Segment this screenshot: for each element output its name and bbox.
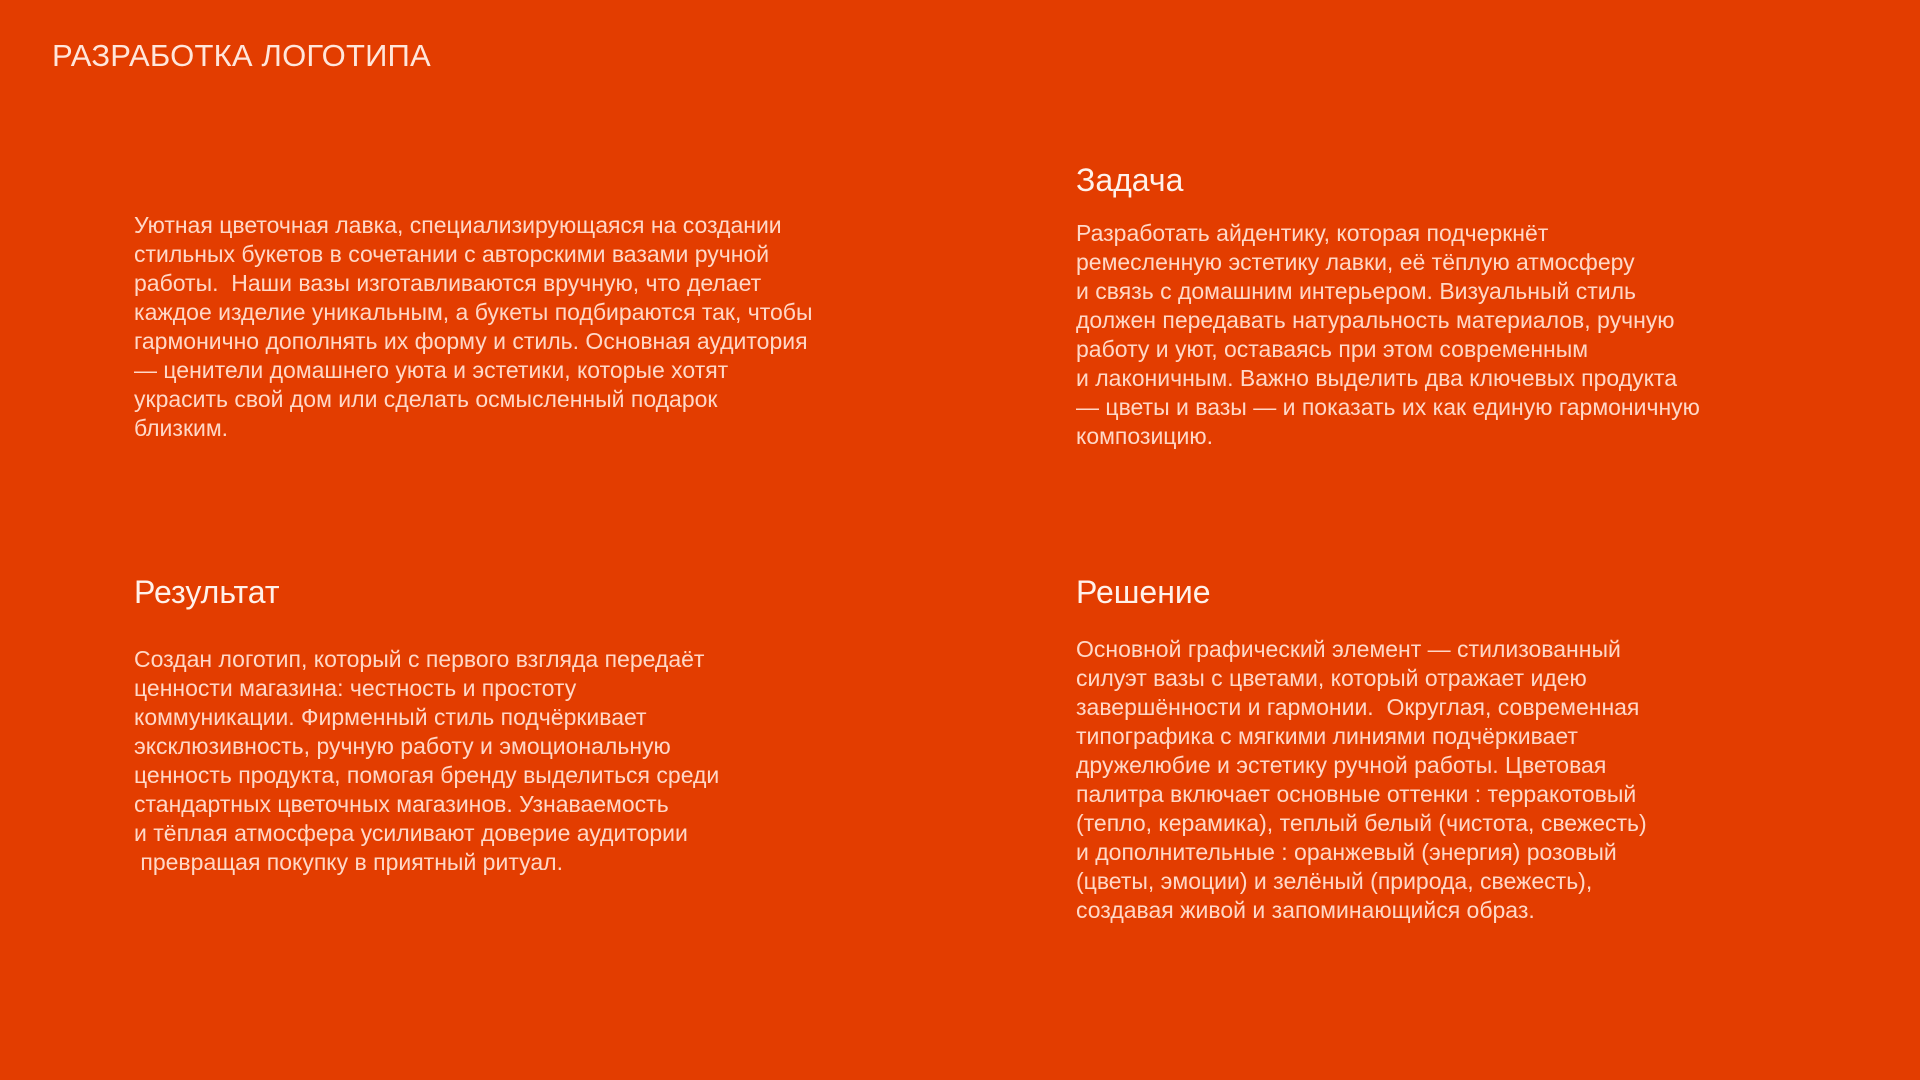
task-line: ремесленную эстетику лавки, её тёплую атмосферу <box>1076 249 1635 275</box>
result-line: стандартных цветочных магазинов. Узнаваемость <box>134 791 669 817</box>
solution-line: создавая живой и запоминающийся образ. <box>1076 897 1535 923</box>
solution-text <box>1076 635 1876 925</box>
intro-line: близким. <box>134 415 229 441</box>
task-heading: Задача <box>1076 162 1184 198</box>
intro-text <box>134 211 934 443</box>
intro-section <box>134 211 934 443</box>
solution-section <box>1076 574 1876 925</box>
task-line: работу и уют, оставаясь при этом современным <box>1076 336 1589 362</box>
intro-line: — ценители домашнего уюта и эстетики, которые хотят <box>134 357 729 383</box>
intro-line: Уютная цветочная лавка, специализирующаяся на создании <box>134 212 782 238</box>
result-line: и тёплая атмосфера усиливают доверие аудитории <box>134 820 688 846</box>
intro-line: гармонично дополнять их форму и стиль. Основная аудитория <box>134 328 808 354</box>
task-line: должен передавать натуральность материалов, ручную <box>1076 307 1675 333</box>
result-section <box>134 574 934 877</box>
task-line: — цветы и вазы — и показать их как единую гармоничную <box>1076 394 1700 420</box>
task-line: Разработать айдентику, которая подчеркнёт <box>1076 220 1549 246</box>
solution-line: и дополнительные : оранжевый (энергия) розовый <box>1076 839 1617 865</box>
intro-line: работы. Наши вазы изготавливаются вручную, что делает <box>134 270 762 296</box>
intro-line: стильных букетов в сочетании с авторскими вазами ручной <box>134 241 770 267</box>
result-line: превращая покупку в приятный ритуал. <box>134 849 563 875</box>
result-heading: Результат <box>134 574 280 610</box>
task-text <box>1076 219 1876 451</box>
intro-line: каждое изделие уникальным, а букеты подбираются так, чтобы <box>134 299 813 325</box>
result-line: Создан логотип, который с первого взгляда передаёт <box>134 646 705 672</box>
page-title: РАЗРАБОТКА ЛОГОТИПА <box>52 38 431 73</box>
solution-line: силуэт вазы с цветами, который отражает идею <box>1076 665 1587 691</box>
task-section <box>1076 162 1876 451</box>
solution-line: Основной графический элемент — стилизованный <box>1076 636 1621 662</box>
solution-heading: Решение <box>1076 574 1211 610</box>
result-text <box>134 645 934 877</box>
solution-line: типографика с мягкими линиями подчёркивает <box>1076 723 1578 749</box>
solution-line: палитра включает основные оттенки : терракотовый <box>1076 781 1637 807</box>
task-line: и лаконичным. Важно выделить два ключевых продукта <box>1076 365 1677 391</box>
result-line: эксклюзивность, ручную работу и эмоциональную <box>134 733 671 759</box>
intro-line: украсить свой дом или сделать осмысленный подарок <box>134 386 718 412</box>
solution-line: дружелюбие и эстетику ручной работы. Цветовая <box>1076 752 1607 778</box>
task-line: и связь с домашним интерьером. Визуальный стиль <box>1076 278 1637 304</box>
result-line: коммуникации. Фирменный стиль подчёркивает <box>134 704 647 730</box>
solution-line: (тепло, керамика), теплый белый (чистота, свежесть) <box>1076 810 1647 836</box>
solution-line: (цветы, эмоции) и зелёный (природа, свежесть), <box>1076 868 1593 894</box>
solution-line: завершённости и гармонии. Округлая, современная <box>1076 694 1640 720</box>
result-line: ценность продукта, помогая бренду выделиться среди <box>134 762 720 788</box>
result-line: ценности магазина: честность и простоту <box>134 675 577 701</box>
task-line: композицию. <box>1076 423 1213 449</box>
